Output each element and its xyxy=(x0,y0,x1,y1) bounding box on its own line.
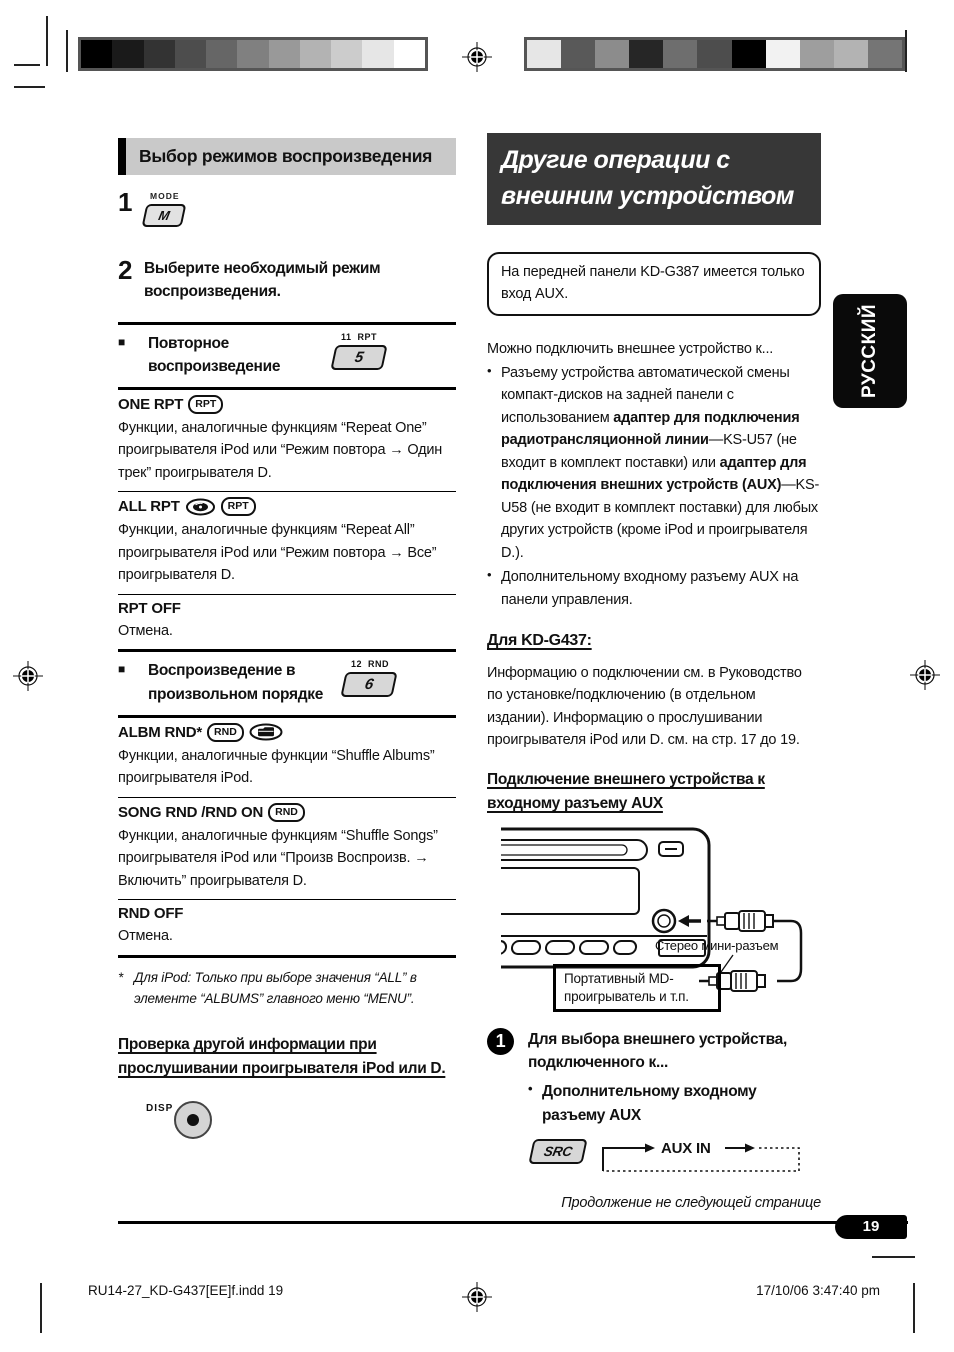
crop-mark xyxy=(905,30,907,72)
crop-mark xyxy=(66,30,68,72)
note-box: На передней панели KD-G387 имеется только вход AUX. xyxy=(487,252,821,316)
bullet-icon: • xyxy=(528,1081,533,1097)
aux-connection-diagram xyxy=(487,824,821,1020)
src-button-icon: SRC xyxy=(528,1139,587,1164)
step-1-bullet: Дополнительному входному разъему AUX xyxy=(542,1083,757,1124)
key-5-button-icon: 5 xyxy=(330,345,387,370)
rpt-badge: RPT xyxy=(188,395,223,414)
footnote xyxy=(118,968,456,1010)
crop-mark xyxy=(872,1256,915,1258)
bullet-item xyxy=(487,362,821,564)
mode-name: ALBM RND* xyxy=(118,723,203,741)
mode-item-rnd-off xyxy=(118,900,456,954)
disc-icon xyxy=(185,498,216,516)
step-2-text: Выберите необходимый режим воспроизведения. xyxy=(144,260,381,301)
rnd-badge: RND xyxy=(207,723,244,742)
step-2 xyxy=(118,257,456,304)
registration-mark xyxy=(910,660,940,690)
key-6-label: 12 RND xyxy=(351,659,390,670)
mode-item-all-rpt xyxy=(118,492,456,593)
mode-item-rpt-off xyxy=(118,595,456,649)
mode-description: Функции, аналогичные функциям “Repeat One” проигрывателя iPod или “Режим повтора → Один трек” проигрывателя D. xyxy=(118,420,443,481)
repeat-group-header xyxy=(118,325,456,388)
mode-item-albm-rnd xyxy=(118,718,456,797)
intro-text: Можно подключить внешнее устройство к... xyxy=(487,340,774,357)
source-cycle-diagram xyxy=(599,1139,815,1179)
mode-description: Отмена. xyxy=(118,928,173,945)
mode-name: SONG RND /RND ON xyxy=(118,803,264,821)
disp-control xyxy=(146,1101,456,1139)
rnd-badge: RND xyxy=(268,803,305,822)
gray-patch-calibration-bar xyxy=(524,37,905,71)
step-circle-1: 1 xyxy=(487,1028,514,1055)
step-1-text: Для выбора внешнего устройства, подключенного к... xyxy=(528,1030,787,1072)
square-bullet-icon: ■ xyxy=(118,662,126,677)
check-info-heading: Проверка другой информации при прослушивании проигрывателя iPod или D. xyxy=(118,1036,446,1078)
bullet-icon: • xyxy=(487,567,492,583)
mode-description: Функции, аналогичные функциям “Shuffle Songs” проигрывателя iPod или “Произв Воспроизв. → Включить” проигрывателя D. xyxy=(118,827,438,889)
random-group-header xyxy=(118,652,456,715)
continued-note: Продолжение не следующей странице xyxy=(561,1194,821,1211)
section-title: Выбор режимов воспроизведения xyxy=(118,138,456,175)
mode-name: RND OFF xyxy=(118,905,184,923)
footnote-text: Для iPod: Только при выборе значения “ALL” в элементе “ALBUMS” главного меню “MENU”. xyxy=(134,969,417,1006)
right-column xyxy=(487,133,821,1211)
crop-mark xyxy=(46,16,48,66)
mode-name: ONE RPT xyxy=(118,396,184,413)
key-6-button-icon: 6 xyxy=(340,672,397,697)
aux-connection-heading: Подключение внешнего устройства к входному разъему AUX xyxy=(487,770,765,812)
kd-g437-heading: Для KD-G437: xyxy=(487,632,592,650)
crop-mark xyxy=(14,64,40,66)
crop-mark xyxy=(913,1283,915,1333)
key-5-label: 11 RPT xyxy=(341,331,378,342)
footer-rule xyxy=(118,1221,908,1224)
left-column xyxy=(118,138,456,1139)
registration-mark xyxy=(462,1282,492,1312)
aux-in-label: AUX IN xyxy=(661,1139,711,1157)
footer-filename: RU14-27_KD-G437[EE]f.indd 19 xyxy=(88,1283,284,1298)
numbered-step-1 xyxy=(487,1028,821,1127)
divider xyxy=(118,955,456,958)
rpt-badge: RPT xyxy=(221,497,256,516)
mode-name: ALL RPT xyxy=(118,498,180,516)
step-1 xyxy=(118,189,456,227)
mode-description: Функции, аналогичные функциям “Repeat All” проигрывателя iPod или “Режим повтора → Все” проигрывателя D. xyxy=(118,522,437,584)
disp-label: DISP xyxy=(146,1103,174,1115)
mode-item-song-rnd xyxy=(118,798,456,899)
mode-description: Функции, аналогичные функции “Shuffle Albums” проигрывателя iPod. xyxy=(118,747,435,787)
registration-mark xyxy=(462,42,492,72)
mode-item-one-rpt xyxy=(118,390,456,491)
src-sequence xyxy=(531,1139,821,1179)
mode-description: Отмена. xyxy=(118,622,173,639)
step-number: 1 xyxy=(118,187,133,217)
mode-name: RPT OFF xyxy=(118,599,181,617)
bullet-text: Дополнительному входному разъему AUX на панели управления. xyxy=(501,569,799,608)
square-bullet-icon: ■ xyxy=(118,334,126,349)
portable-device-label: Портативный MD-проигрыватель и т.п. xyxy=(553,964,721,1012)
page-number-badge: 19 xyxy=(835,1215,907,1239)
grayscale-calibration-bar xyxy=(78,37,428,71)
folder-icon xyxy=(249,723,283,741)
mode-key-label: MODE xyxy=(150,191,180,201)
kd-g437-body: Информацию о подключении см. в Руководство по установке/подключению (в отдельном издании). Информацию о прослушивании проигрывателя iPod или D. см. на стр. 17 до 19. xyxy=(487,664,802,749)
footer-timestamp: 17/10/06 3:47:40 pm xyxy=(756,1283,880,1298)
crop-mark xyxy=(40,1283,42,1333)
repeat-group-title: Повторное воспроизведение xyxy=(148,334,281,375)
disp-button-icon xyxy=(174,1101,212,1139)
footnote-marker: * xyxy=(118,969,124,985)
step-number: 2 xyxy=(118,255,133,285)
language-tab xyxy=(833,294,907,408)
registration-mark xyxy=(13,661,43,691)
bullet-text: Разъему устройства автоматической смены компакт-дисков на задней панели с использованием адаптер для подключения радиотрансляционной линии—KS-U57 (не входит в комплект поставки) или адаптер для подключения внешних устройств (AUX)—KS-U58 (не входит в комплект поставки) для любых других устройств (кроме iPod и проигрывателя D.). xyxy=(501,364,820,561)
stereo-mini-plug-label: Стерео мини-разъем xyxy=(655,937,779,953)
mode-button-icon: M xyxy=(142,204,187,227)
random-group-title: Воспроизведение в произвольном порядке xyxy=(148,662,324,703)
bullet-item xyxy=(487,566,821,611)
chapter-title: Другие операции с внешним устройством xyxy=(487,133,821,225)
bullet-icon: • xyxy=(487,362,492,378)
language-tab-label: РУССКИЙ xyxy=(859,303,880,399)
crop-mark xyxy=(14,86,45,88)
